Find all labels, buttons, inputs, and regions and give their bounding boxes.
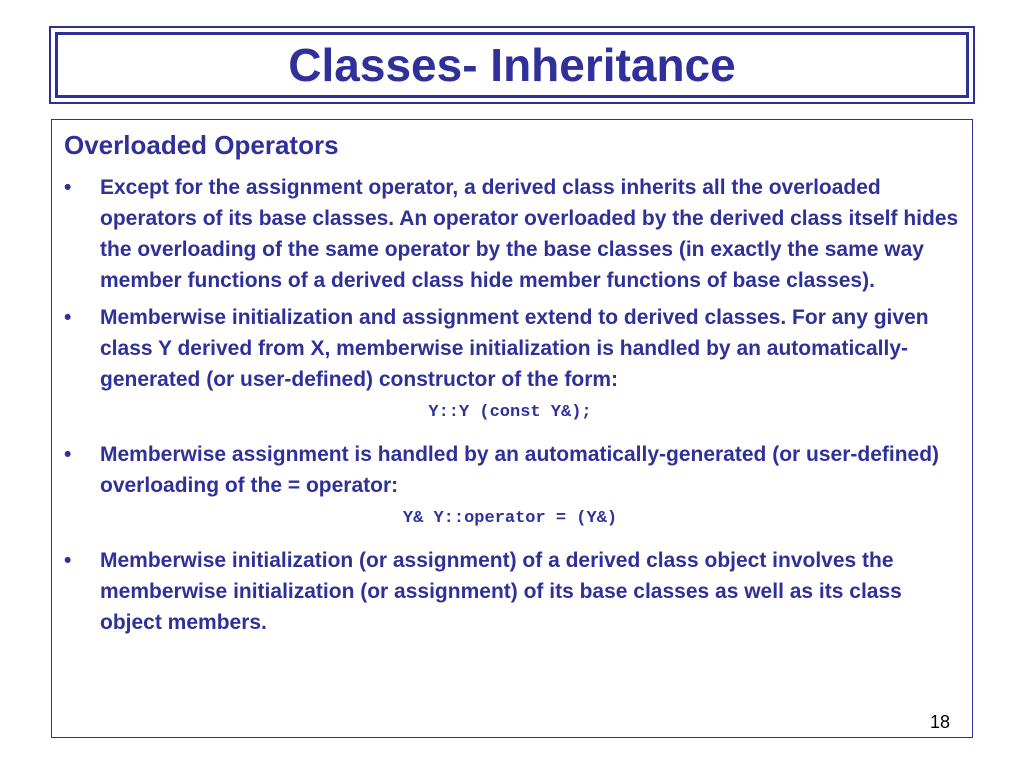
bullet-item (60, 439, 960, 501)
bullet-marker: • (64, 443, 72, 466)
bullet-marker: • (64, 306, 72, 329)
bullet-text: Memberwise assignment is handled by an automatically-generated (or user-defined) overloading of the = operator: (100, 443, 940, 497)
slide-title: Classes- Inheritance (288, 39, 736, 91)
content-frame (51, 119, 973, 738)
bullet-item (60, 302, 960, 395)
title-frame (49, 26, 975, 104)
page-number: 18 (929, 712, 950, 732)
code-line: Y::Y (const Y&); (428, 403, 592, 422)
bullet-text: Memberwise initialization (or assignment) of a derived class object involves the memberwise initialization (or assignment) of its base classes as well as its class object members. (100, 549, 902, 634)
title-inner-frame (55, 32, 969, 98)
bullet-text: Memberwise initialization and assignment extend to derived classes. For any given class Y derived from X, memberwise initialization is handled by an automatically-generated (or user-defined) constructor of the form: (100, 306, 929, 391)
bullet-item (60, 172, 960, 296)
section-heading: Overloaded Operators (64, 130, 339, 160)
bullet-list (60, 172, 960, 644)
bullet-marker: • (64, 549, 72, 572)
code-line: Y& Y::operator = (Y&) (402, 509, 618, 528)
bullet-text: Except for the assignment operator, a derived class inherits all the overloaded operators of its base classes. An operator overloaded by the derived class itself hides the overloading of the same operator by the base classes (in exactly the same way member functions of a derived class hide member functions of base classes). (100, 176, 959, 292)
bullet-item (60, 545, 960, 638)
bullet-marker: • (64, 176, 72, 199)
